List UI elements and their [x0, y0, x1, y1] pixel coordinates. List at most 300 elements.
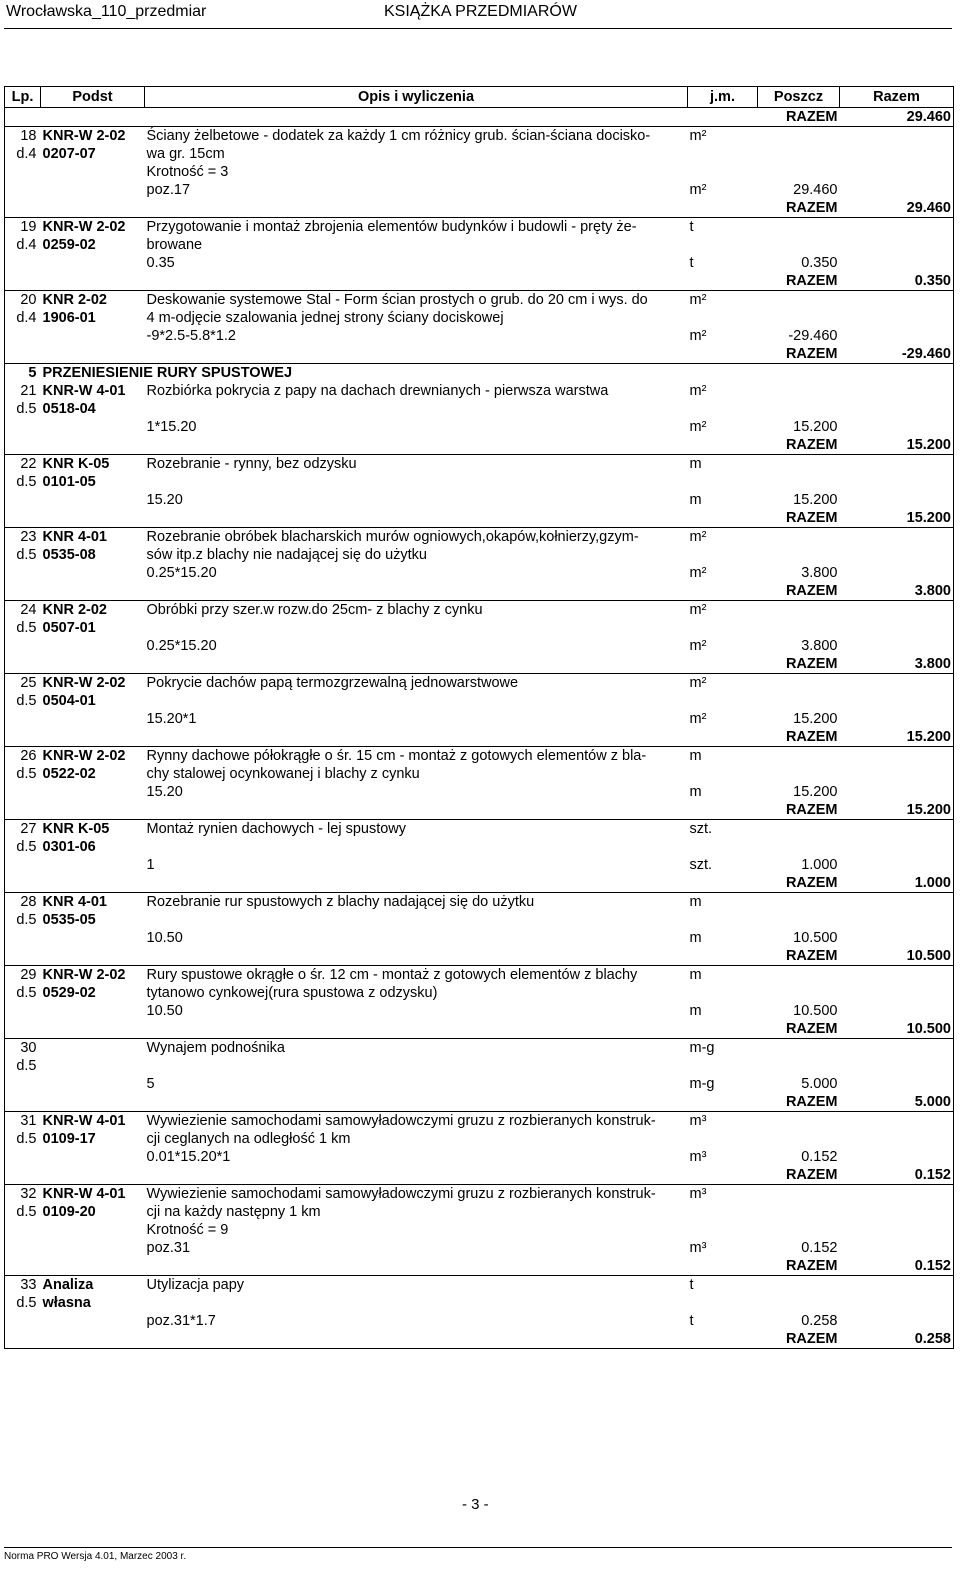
- cell: [840, 765, 954, 783]
- position-description: Wynajem podnośnika: [146, 1040, 286, 1056]
- razem-row: [5, 272, 954, 291]
- position-row-3: [5, 1221, 954, 1239]
- cell: [758, 984, 840, 1002]
- calculation-formula: poz.31*1.7: [146, 1313, 216, 1329]
- position-basis: KNR 4-01: [42, 894, 107, 910]
- position-basis-code: 0507-01: [42, 620, 96, 636]
- position-description: Pokrycie dachów papą termozgrzewalną jednowarstwowe: [146, 675, 519, 691]
- position-description-2: [145, 400, 688, 418]
- razem-row: [5, 655, 954, 674]
- razem-value: 15.200: [840, 509, 954, 528]
- calculation-unit: szt.: [689, 857, 713, 873]
- cell: [41, 1075, 145, 1093]
- position-description: Wywiezienie samochodami samowyładowczymi gruzu z rozbieranych konstruk-: [146, 1186, 656, 1202]
- calculation-formula: 1: [146, 857, 155, 873]
- cell: [145, 1093, 688, 1112]
- position-basis-code: 0504-01: [42, 693, 96, 709]
- position-unit: m²: [689, 292, 707, 308]
- cell: [41, 491, 145, 509]
- cell: [145, 1330, 688, 1349]
- cell: [688, 309, 758, 327]
- column-header-lp: Lp.: [5, 87, 41, 108]
- razem-row: [5, 801, 954, 820]
- position-chapter: d.5: [5, 1294, 41, 1312]
- cell: [758, 1057, 840, 1075]
- cell: [840, 783, 954, 801]
- position-unit: t: [689, 219, 694, 235]
- cell: [5, 655, 41, 674]
- cell: [840, 382, 954, 400]
- calculation-row: [5, 491, 954, 509]
- calculation-formula: 15.20: [146, 492, 183, 508]
- cell: [840, 601, 954, 620]
- cell: [41, 1330, 145, 1349]
- cell: [840, 309, 954, 327]
- cell: [840, 400, 954, 418]
- cell: [840, 291, 954, 310]
- calculation-row: [5, 564, 954, 582]
- position-basis-code: 0522-02: [42, 766, 96, 782]
- cell: [688, 163, 758, 181]
- calculation-unit: m²: [689, 419, 707, 435]
- position-chapter: d.5: [5, 984, 41, 1002]
- cell: [688, 199, 758, 218]
- cell: [688, 728, 758, 747]
- cell: [41, 199, 145, 218]
- cell: [758, 966, 840, 985]
- cell: [840, 1039, 954, 1058]
- cell: [41, 327, 145, 345]
- cell: [688, 838, 758, 856]
- cell: [758, 1203, 840, 1221]
- razem-value: 15.200: [840, 728, 954, 747]
- position-basis: KNR-W 4-01: [42, 383, 126, 399]
- position-row: [5, 893, 954, 912]
- calculation-formula: poz.31: [146, 1240, 191, 1256]
- razem-label: RAZEM: [758, 947, 840, 966]
- position-number: 32: [5, 1185, 41, 1204]
- position-number: 28: [5, 893, 41, 912]
- position-unit: m: [689, 748, 702, 764]
- cell: [840, 491, 954, 509]
- cell: [840, 966, 954, 985]
- cell: [145, 655, 688, 674]
- cell: [5, 564, 41, 582]
- position-description-2: [145, 1057, 688, 1075]
- calculation-value: 0.152: [801, 1149, 838, 1165]
- position-basis-code: 0109-20: [42, 1204, 96, 1220]
- cell: [5, 181, 41, 199]
- cell: [840, 218, 954, 237]
- razem-label: RAZEM: [758, 272, 840, 291]
- cell: [758, 163, 840, 181]
- cell: [41, 272, 145, 291]
- cell: [688, 145, 758, 163]
- calculation-unit: t: [689, 1313, 694, 1329]
- cell: [688, 1294, 758, 1312]
- cell: [840, 619, 954, 637]
- razem-label: RAZEM: [758, 801, 840, 820]
- position-basis: KNR 2-02: [42, 292, 107, 308]
- position-basis: [41, 1039, 145, 1058]
- position-chapter: d.5: [5, 1057, 41, 1075]
- razem-label: RAZEM: [758, 436, 840, 455]
- calculation-formula: 1*15.20: [146, 419, 197, 435]
- position-row-2: [5, 1203, 954, 1221]
- cell: [41, 254, 145, 272]
- calculation-value: 15.200: [793, 784, 838, 800]
- calculation-formula: 15.20: [146, 784, 183, 800]
- cell: [688, 1203, 758, 1221]
- position-row-2: [5, 1294, 954, 1312]
- position-chapter: d.4: [5, 236, 41, 254]
- position-row-2: [5, 1057, 954, 1075]
- cell: [41, 728, 145, 747]
- cell: [758, 674, 840, 693]
- cell: [758, 1294, 840, 1312]
- position-description-2: wa gr. 15cm: [146, 146, 225, 162]
- calculation-unit: m²: [689, 328, 707, 344]
- cell: [840, 528, 954, 547]
- cell: [688, 1093, 758, 1112]
- calculation-formula: 0.25*15.20: [146, 565, 217, 581]
- carried-total-row: [5, 108, 954, 127]
- position-basis-code: 0207-07: [42, 146, 96, 162]
- cell: [688, 911, 758, 929]
- cell: [145, 1020, 688, 1039]
- position-row: [5, 1276, 954, 1295]
- razem-label: RAZEM: [758, 1166, 840, 1185]
- cell: [758, 1112, 840, 1131]
- cell: [688, 765, 758, 783]
- calculation-value: 1.000: [801, 857, 838, 873]
- razem-row: [5, 345, 954, 364]
- position-basis-code: własna: [42, 1295, 91, 1311]
- razem-label: RAZEM: [758, 1020, 840, 1039]
- calculation-row: [5, 783, 954, 801]
- calculation-formula: 10.50: [146, 930, 183, 946]
- razem-label: RAZEM: [758, 108, 840, 127]
- position-chapter: d.5: [5, 619, 41, 637]
- position-basis: KNR-W 2-02: [42, 967, 126, 983]
- cell: [840, 820, 954, 839]
- cell: [41, 710, 145, 728]
- position-number: 19: [5, 218, 41, 237]
- cell: [41, 874, 145, 893]
- calculation-formula: 0.35: [146, 255, 175, 271]
- position-basis-code: 0535-08: [42, 547, 96, 563]
- position-unit: m: [689, 456, 702, 472]
- position-unit: m²: [689, 128, 707, 144]
- razem-label: RAZEM: [758, 509, 840, 528]
- position-description: Wywiezienie samochodami samowyładowczymi gruzu z rozbieranych konstruk-: [146, 1113, 656, 1129]
- razem-label: RAZEM: [758, 582, 840, 601]
- cell: [41, 582, 145, 601]
- cell: [840, 1057, 954, 1075]
- page-number: - 3 -: [462, 1496, 489, 1513]
- cell: [840, 1130, 954, 1148]
- position-basis: KNR-W 2-02: [42, 675, 126, 691]
- calculation-row: [5, 1075, 954, 1093]
- cell: [758, 692, 840, 710]
- cell: [840, 254, 954, 272]
- position-basis: KNR-W 4-01: [42, 1186, 126, 1202]
- position-row: [5, 455, 954, 474]
- position-row-2: [5, 145, 954, 163]
- razem-value: 15.200: [840, 801, 954, 820]
- header-divider: [4, 28, 952, 29]
- calculation-value: 5.000: [801, 1076, 838, 1092]
- calculation-row: [5, 181, 954, 199]
- position-unit: szt.: [689, 821, 713, 837]
- razem-row: [5, 509, 954, 528]
- position-unit: t: [689, 1277, 694, 1293]
- cell: [688, 655, 758, 674]
- cell: [840, 838, 954, 856]
- calculation-row: [5, 327, 954, 345]
- position-description-2: cji na każdy następny 1 km: [146, 1204, 321, 1220]
- position-chapter: d.5: [5, 1203, 41, 1221]
- razem-value: 0.152: [840, 1166, 954, 1185]
- cell: [145, 728, 688, 747]
- cell: [840, 692, 954, 710]
- cell: [840, 418, 954, 436]
- cell: [840, 893, 954, 912]
- cell: [840, 327, 954, 345]
- cell: [41, 1239, 145, 1257]
- cell: [688, 473, 758, 491]
- cell: [41, 181, 145, 199]
- cell: [41, 947, 145, 966]
- cell: [5, 199, 41, 218]
- razem-value: 10.500: [840, 1020, 954, 1039]
- cell: [41, 1166, 145, 1185]
- position-basis: Analiza: [42, 1277, 94, 1293]
- position-description: Rozebranie rur spustowych z blachy nadającej się do użytku: [146, 894, 535, 910]
- cell: [145, 509, 688, 528]
- position-unit: m-g: [689, 1040, 715, 1056]
- cell: [758, 619, 840, 637]
- calculation-value: 0.152: [801, 1240, 838, 1256]
- position-row: [5, 601, 954, 620]
- position-number: 24: [5, 601, 41, 620]
- calculation-unit: m: [689, 930, 702, 946]
- cell: [840, 984, 954, 1002]
- calculation-unit: m²: [689, 565, 707, 581]
- position-description: Rynny dachowe półokrągłe o śr. 15 cm - montaż z gotowych elementów z bla-: [146, 748, 647, 764]
- position-row-2: [5, 838, 954, 856]
- cell: [41, 1002, 145, 1020]
- cell: [840, 236, 954, 254]
- position-chapter: d.4: [5, 309, 41, 327]
- cell: [758, 893, 840, 912]
- column-header-jm: j.m.: [688, 87, 758, 108]
- cell: [145, 345, 688, 364]
- position-description-2: [145, 1294, 688, 1312]
- calculation-unit: m²: [689, 182, 707, 198]
- position-description: Utylizacja papy: [146, 1277, 245, 1293]
- position-description-2: chy stalowej ocynkowanej i blachy z cynku: [146, 766, 420, 782]
- cell: [5, 1330, 41, 1349]
- cell: [688, 345, 758, 364]
- cell: [5, 874, 41, 893]
- calculation-formula: 10.50: [146, 1003, 183, 1019]
- cell: [758, 473, 840, 491]
- position-number: 27: [5, 820, 41, 839]
- position-basis-code: 1906-01: [42, 310, 96, 326]
- razem-value: 3.800: [840, 655, 954, 674]
- position-chapter: d.5: [5, 765, 41, 783]
- cell: [840, 1002, 954, 1020]
- cell: [758, 1276, 840, 1295]
- position-row: [5, 820, 954, 839]
- position-basis: KNR 2-02: [42, 602, 107, 618]
- cell: [688, 1057, 758, 1075]
- position-number: 21: [5, 382, 41, 400]
- calculation-value: 3.800: [801, 565, 838, 581]
- calculation-unit: m²: [689, 638, 707, 654]
- position-row-2: [5, 546, 954, 564]
- cell: [840, 1239, 954, 1257]
- cell: [688, 436, 758, 455]
- cell: [758, 400, 840, 418]
- calculation-value: 15.200: [793, 492, 838, 508]
- cell: [688, 272, 758, 291]
- cell: [840, 1185, 954, 1204]
- position-description-3: Krotność = 9: [146, 1222, 229, 1238]
- razem-label: RAZEM: [758, 655, 840, 674]
- cell: [688, 400, 758, 418]
- position-row-2: [5, 911, 954, 929]
- cell: [840, 911, 954, 929]
- cell: [5, 710, 41, 728]
- cell: [41, 1221, 145, 1239]
- position-basis-code: 0101-05: [42, 474, 96, 490]
- position-basis-code: 0529-02: [42, 985, 96, 1001]
- calculation-value: 0.258: [801, 1313, 838, 1329]
- cell: [688, 509, 758, 528]
- position-description-3: Krotność = 3: [146, 164, 229, 180]
- position-basis-code: 0301-06: [42, 839, 96, 855]
- position-row: [5, 674, 954, 693]
- cell: [41, 564, 145, 582]
- calculation-unit: m: [689, 1003, 702, 1019]
- position-description: Przygotowanie i montaż zbrojenia elementów budynków i budowli - pręty że-: [146, 219, 637, 235]
- cell: [688, 1221, 758, 1239]
- razem-label: RAZEM: [758, 1330, 840, 1349]
- calculation-row: [5, 710, 954, 728]
- position-number: 22: [5, 455, 41, 474]
- position-chapter: d.5: [5, 692, 41, 710]
- razem-row: [5, 947, 954, 966]
- position-row: [5, 291, 954, 310]
- cell: [5, 1312, 41, 1330]
- cell: [758, 382, 840, 400]
- position-description-2: [145, 619, 688, 637]
- cell: [688, 874, 758, 893]
- position-unit: m: [689, 894, 702, 910]
- cell: [5, 1093, 41, 1112]
- cell: [758, 528, 840, 547]
- cell: [41, 783, 145, 801]
- position-row: [5, 218, 954, 237]
- position-row: [5, 127, 954, 146]
- cell: [41, 163, 145, 181]
- cell: [758, 911, 840, 929]
- calculation-value: -29.460: [788, 328, 838, 344]
- calculation-value: 3.800: [801, 638, 838, 654]
- cell: [5, 418, 41, 436]
- calculation-formula: 5: [146, 1076, 155, 1092]
- cell: [5, 947, 41, 966]
- razem-value: 0.152: [840, 1257, 954, 1276]
- position-description-2: [145, 838, 688, 856]
- cell: [5, 582, 41, 601]
- position-description-2: browane: [146, 237, 203, 253]
- cell: [5, 491, 41, 509]
- software-footer: Norma PRO Wersja 4.01, Marzec 2003 r.: [4, 1551, 187, 1562]
- cell: [758, 820, 840, 839]
- cell: [5, 1002, 41, 1020]
- position-chapter: d.4: [5, 145, 41, 163]
- razem-value: 0.350: [840, 272, 954, 291]
- cell: [688, 236, 758, 254]
- cell: [758, 218, 840, 237]
- cell: [41, 418, 145, 436]
- cell: [41, 856, 145, 874]
- cell: [758, 1130, 840, 1148]
- razem-row: [5, 874, 954, 893]
- cell: [41, 801, 145, 820]
- cell: [758, 747, 840, 766]
- position-unit: m²: [689, 602, 707, 618]
- razem-value: 5.000: [840, 1093, 954, 1112]
- cell: [41, 1093, 145, 1112]
- position-description: Montaż rynien dachowych - lej spustowy: [146, 821, 407, 837]
- position-row: [5, 1039, 954, 1058]
- cell: [840, 473, 954, 491]
- cell: [41, 655, 145, 674]
- position-row-2: [5, 765, 954, 783]
- position-chapter: d.5: [5, 473, 41, 491]
- cell: [840, 747, 954, 766]
- position-number: 23: [5, 528, 41, 547]
- position-basis: KNR-W 2-02: [42, 748, 126, 764]
- przedmiar-table: [4, 86, 954, 1349]
- razem-value: 3.800: [840, 582, 954, 601]
- cell: [145, 199, 688, 218]
- position-basis: KNR 4-01: [42, 529, 107, 545]
- cell: [5, 436, 41, 455]
- column-header-poszcz: Poszcz: [758, 87, 840, 108]
- razem-row: [5, 1257, 954, 1276]
- position-unit: m²: [689, 383, 707, 399]
- cell: [840, 163, 954, 181]
- cell: [840, 546, 954, 564]
- cell: [688, 619, 758, 637]
- cell: [758, 309, 840, 327]
- position-basis-code: 0535-05: [42, 912, 96, 928]
- cell: [840, 1312, 954, 1330]
- cell: [5, 254, 41, 272]
- cell: [758, 546, 840, 564]
- cell: [758, 291, 840, 310]
- position-description-2: [145, 692, 688, 710]
- position-row-2: [5, 236, 954, 254]
- calculation-unit: m³: [689, 1149, 707, 1165]
- razem-value: 29.460: [840, 108, 954, 127]
- position-row: [5, 528, 954, 547]
